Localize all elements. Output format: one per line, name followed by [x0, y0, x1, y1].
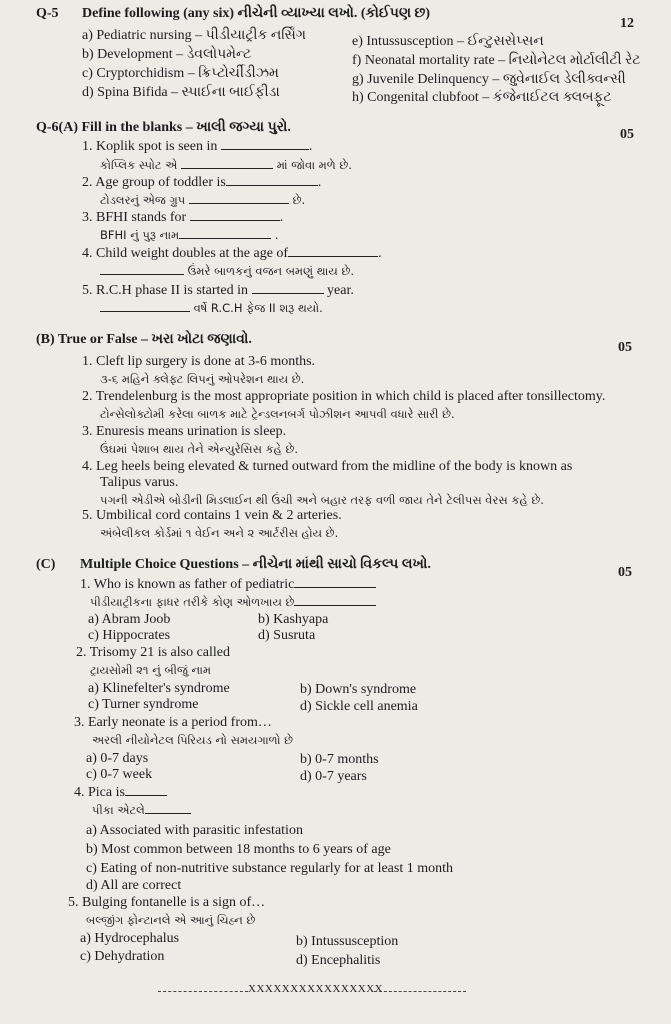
fill-question: 2. Age group of toddler is . [82, 175, 322, 190]
q5-marks: 12 [620, 16, 634, 31]
mcq-question-gu: ટ્રાયસોમી ૨૧ નું બીજું નામ [90, 663, 212, 677]
q5-item: g) Juvenile Delinquency – જુવેનાઈલ ડેલીક્વન્સી [352, 72, 626, 87]
tf-question: 5. Umbilical cord contains 1 vein & 2 arteries. [82, 508, 342, 523]
q6b-marks: 05 [618, 340, 632, 355]
mcq-question: 2. Trisomy 21 is also called [76, 645, 231, 660]
tf-question-gu: ટોન્સેલોક્ટોમી કરેલા બાળક માટે ટ્રેન્ડલનબર્ગ પોઝીશન આપવી વધારે સારી છે. [100, 407, 455, 421]
tf-question: 1. Cleft lip surgery is done at 3-6 months. [82, 354, 316, 369]
fill-question-gu: ટોડલરનું એજ ગ્રુપ છે. [100, 193, 306, 207]
mcq-option: b) Most common between 18 months to 6 years of age [86, 842, 391, 857]
tf-question-gu: ઉંઘમાં પેશાબ થાય તેને એન્યુરેસિસ કહે છે. [100, 442, 299, 456]
tf-question-gu: અંબેલીકલ કોર્ડમાં ૧ વેઈન અને ૨ આર્ટરીસ હોય છે. [100, 526, 339, 540]
fill-question-gu: BFHI નું પુરૂ નામ . [100, 228, 279, 242]
mcq-question: 3. Early neonate is a period from… [74, 715, 272, 730]
mcq-option: c) 0-7 week [86, 767, 153, 782]
q5-item: c) Cryptorchidism – ક્રિપ્ટોર્ચીડીઝમ [82, 66, 279, 81]
tf-question-gu: ૩-૬ મહિને ક્લેફ્ટ લિપનું ઓપરેશન થાય છે. [100, 372, 305, 386]
mcq-question: 1. Who is known as father of pediatric [80, 577, 376, 593]
mcq-option: a) Associated with parasitic infestation [86, 823, 303, 838]
fill-question: 3. BFHI stands for . [82, 210, 284, 225]
q6b-title: (B) True or False – ખરા ખોટા જણાવો. [36, 332, 252, 347]
mcq-option: d) Sickle cell anemia [300, 699, 418, 714]
mcq-option: d) Susruta [258, 628, 316, 643]
tf-question: 3. Enuresis means urination is sleep. [82, 424, 287, 439]
q6a-marks: 05 [620, 127, 634, 142]
mcq-option: d) Encephalitis [296, 953, 381, 968]
fill-question-gu: કોપ્લિક સ્પોટ એ માં જોવા મળે છે. [100, 158, 352, 172]
q6c-marks: 05 [618, 565, 632, 580]
mcq-question: 4. Pica is [74, 785, 167, 801]
fill-question-gu: વર્ષે R.C.H ફેજ II શરૂ થયો. [100, 301, 323, 316]
mcq-option: b) 0-7 months [300, 752, 379, 767]
q5-item: d) Spina Bifida – સ્પાઈના બાઈફીડા [82, 85, 280, 100]
fill-question: 1. Koplik spot is seen in . [82, 139, 313, 154]
q6c-label: (C) [36, 557, 56, 572]
end-divider-right [374, 991, 466, 992]
end-divider-left [158, 991, 248, 992]
q5-title: Define following (any six) નીચેની વ્યાખ્યા લખો. (કોઈપણ છ) [82, 6, 431, 21]
mcq-option: a) Klinefelter's syndrome [88, 681, 230, 696]
q5-item: e) Intussusception – ઈન્ટુસસેપ્સન [352, 34, 544, 49]
end-mark: XXXXXXXXXXXXXXXX [248, 983, 384, 995]
mcq-option: b) Down's syndrome [300, 682, 417, 697]
mcq-option: b) Intussusception [296, 934, 399, 949]
mcq-option: a) Abram Joob [88, 612, 171, 627]
mcq-option: c) Turner syndrome [88, 697, 199, 712]
q6a-title: Q-6(A) Fill in the blanks – ખાલી જગ્યા પુરો. [36, 120, 291, 135]
mcq-option: d) All are correct [86, 878, 182, 893]
mcq-option: c) Dehydration [80, 949, 165, 964]
q5-item: a) Pediatric nursing – પીડીયાટ્રીક નર્સિંગ [82, 28, 307, 43]
q5-item: f) Neonatal mortality rate – નિયોનેટલ મોર્ટાલીટી રેટ [352, 53, 641, 68]
mcq-question: 5. Bulging fontanelle is a sign of… [68, 895, 266, 910]
fill-question-gu: ઉંમરે બાળકનું વજન બમણું થાય છે. [100, 264, 354, 279]
mcq-question-gu: પીકા એટલે [92, 803, 191, 818]
mcq-option: c) Hippocrates [88, 628, 171, 643]
tf-question: 4. Leg heels being elevated & turned outward from the midline of the body is known as [82, 459, 573, 474]
q5-item: b) Development – ડેવલોપમેન્ટ [82, 47, 252, 62]
mcq-option: c) Eating of non-nutritive substance regularly for at least 1 month [86, 861, 454, 876]
fill-question: 5. R.C.H phase II is started in year. [82, 283, 354, 298]
tf-question: 2. Trendelenburg is the most appropriate position in which child is placed after tonsillectomy. [82, 389, 606, 404]
q6c-title: Multiple Choice Questions – નીચેના માંથી સાચો વિકલ્પ લખો. [80, 557, 431, 572]
fill-question: 4. Child weight doubles at the age of . [82, 246, 382, 261]
tf-question-cont: Talipus varus. [100, 475, 179, 490]
mcq-question-gu: પીડીયાટ્રીકના ફાધર તરીકે કોણ ઓળખાય છે [90, 595, 376, 610]
tf-question-gu: પગની એડીએ બોડીની મિડલાઈન થી ઉંચી અને બહાર તરફ વળી જાય તેને ટેલીપસ વેરસ કહે છે. [100, 493, 544, 507]
q5-item: h) Congenital clubfoot – કંજેનાઈટલ ક્લબફૂટ [352, 90, 612, 105]
mcq-option: d) 0-7 years [300, 769, 367, 784]
mcq-option: a) Hydrocephalus [80, 931, 180, 946]
mcq-option: b) Kashyapa [258, 612, 329, 627]
mcq-question-gu: બલ્જીંગ ફોન્ટાનલે એ આનું ચિહ્ન છે [86, 913, 256, 927]
mcq-option: a) 0-7 days [86, 751, 149, 766]
q5-number: Q-5 [36, 6, 59, 21]
mcq-question-gu: અરલી નીયોનેટલ પિરિયડ નો સમયગાળો છે [92, 733, 294, 747]
